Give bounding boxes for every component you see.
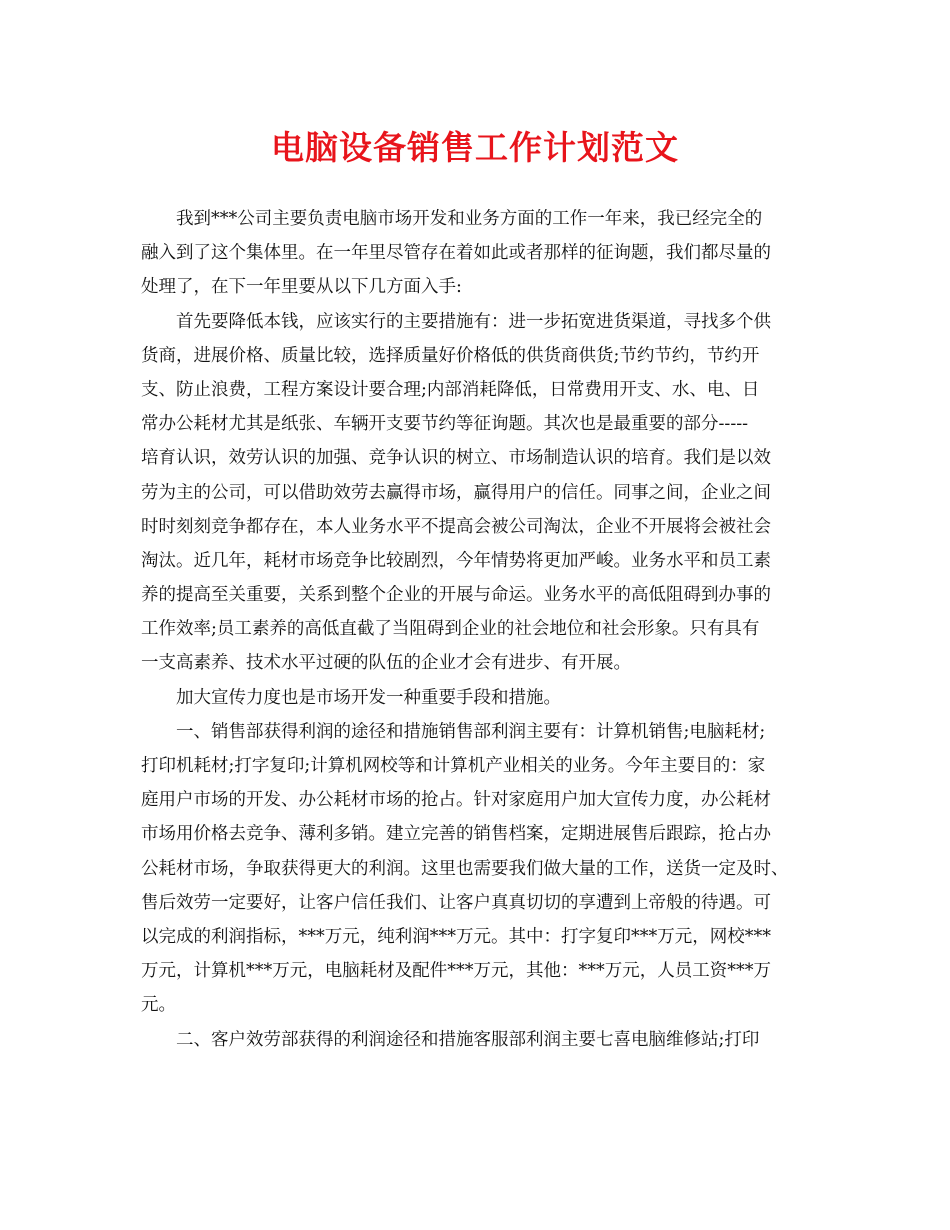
text-line: 一、销售部获得利润的途径和措施销售部利润主要有：计算机销售;电脑耗材;	[176, 721, 766, 742]
text-line: 售后效劳一定要好，让客户信任我们、让客户真真切切的享遭到上帝般的待遇。可	[141, 892, 771, 913]
text-line: 培育认识，效劳认识的加强、竞争认识的树立、市场制造认识的培育。我们是以效	[141, 448, 771, 469]
text-line: 万元，计算机***万元，电脑耗材及配件***万元，其他：***万元，人员工资***万	[141, 961, 771, 982]
text-line: 时时刻刻竞争都存在，本人业务水平不提高会被公司淘汰，企业不开展将会被社会	[141, 516, 771, 537]
text-line: 一支高素养、技术水平过硬的队伍的企业才会有进步、有开展。	[141, 653, 631, 674]
text-line: 加大宣传力度也是市场开发一种重要手段和措施。	[176, 687, 561, 708]
text-line: 二、客户效劳部获得的利润途径和措施客服部利润主要七喜电脑维修站;打印	[176, 1029, 760, 1050]
text-line: 常办公耗材尤其是纸张、车辆开支要节约等征询题。其次也是最重要的部分-----	[141, 414, 749, 435]
text-line: 支、防止浪费，工程方案设计要合理;内部消耗降低，日常费用开支、水、电、日	[141, 379, 760, 400]
text-line: 公耗材市场，争取获得更大的利润。这里也需要我们做大量的工作，送货一定及时、	[141, 858, 789, 879]
text-line: 养的提高至关重要，关系到整个企业的开展与命运。业务水平的高低阻碍到办事的	[141, 585, 771, 606]
text-line: 以完成的利润指标，***万元，纯利润***万元。其中：打字复印***万元，网校***	[141, 926, 771, 947]
text-line: 我到***公司主要负责电脑市场开发和业务方面的工作一年来，我已经完全的	[176, 209, 763, 229]
text-line: 元。	[141, 995, 176, 1016]
text-line: 市场用价格去竞争、薄利多销。建立完善的销售档案，定期进展售后跟踪，抢占办	[141, 824, 771, 845]
text-line: 淘汰。近几年，耗材市场竞争比较剧烈，今年情势将更加严峻。业务水平和员工素	[141, 550, 771, 571]
document-body	[141, 202, 821, 1057]
document-title: 电脑设备销售工作计划范文	[271, 128, 679, 167]
text-line: 劳为主的公司，可以借助效劳去赢得市场，赢得用户的信任。同事之间，企业之间	[141, 482, 771, 503]
text-line: 庭用户市场的开发、办公耗材市场的抢占。针对家庭用户加大宣传力度，办公耗材	[141, 790, 771, 811]
text-line: 工作效率;员工素养的高低直截了当阻碍到企业的社会地位和社会形象。只有具有	[141, 619, 760, 640]
text-line: 货商，进展价格、质量比较，选择质量好价格低的供货商供货;节约节约，节约开	[141, 345, 760, 366]
text-line: 打印机耗材;打字复印;计算机网校等和计算机产业相关的业务。今年主要目的：家	[141, 756, 766, 776]
text-line: 融入到了这个集体里。在一年里尽管存在着如此或者那样的征询题，我们都尽量的	[141, 243, 771, 264]
text-line: 首先要降低本钱，应该实行的主要措施有：进一步拓宽进货渠道，寻找多个供	[176, 311, 771, 332]
text-line: 处理了，在下一年里要从以下几方面入手:	[141, 277, 462, 298]
